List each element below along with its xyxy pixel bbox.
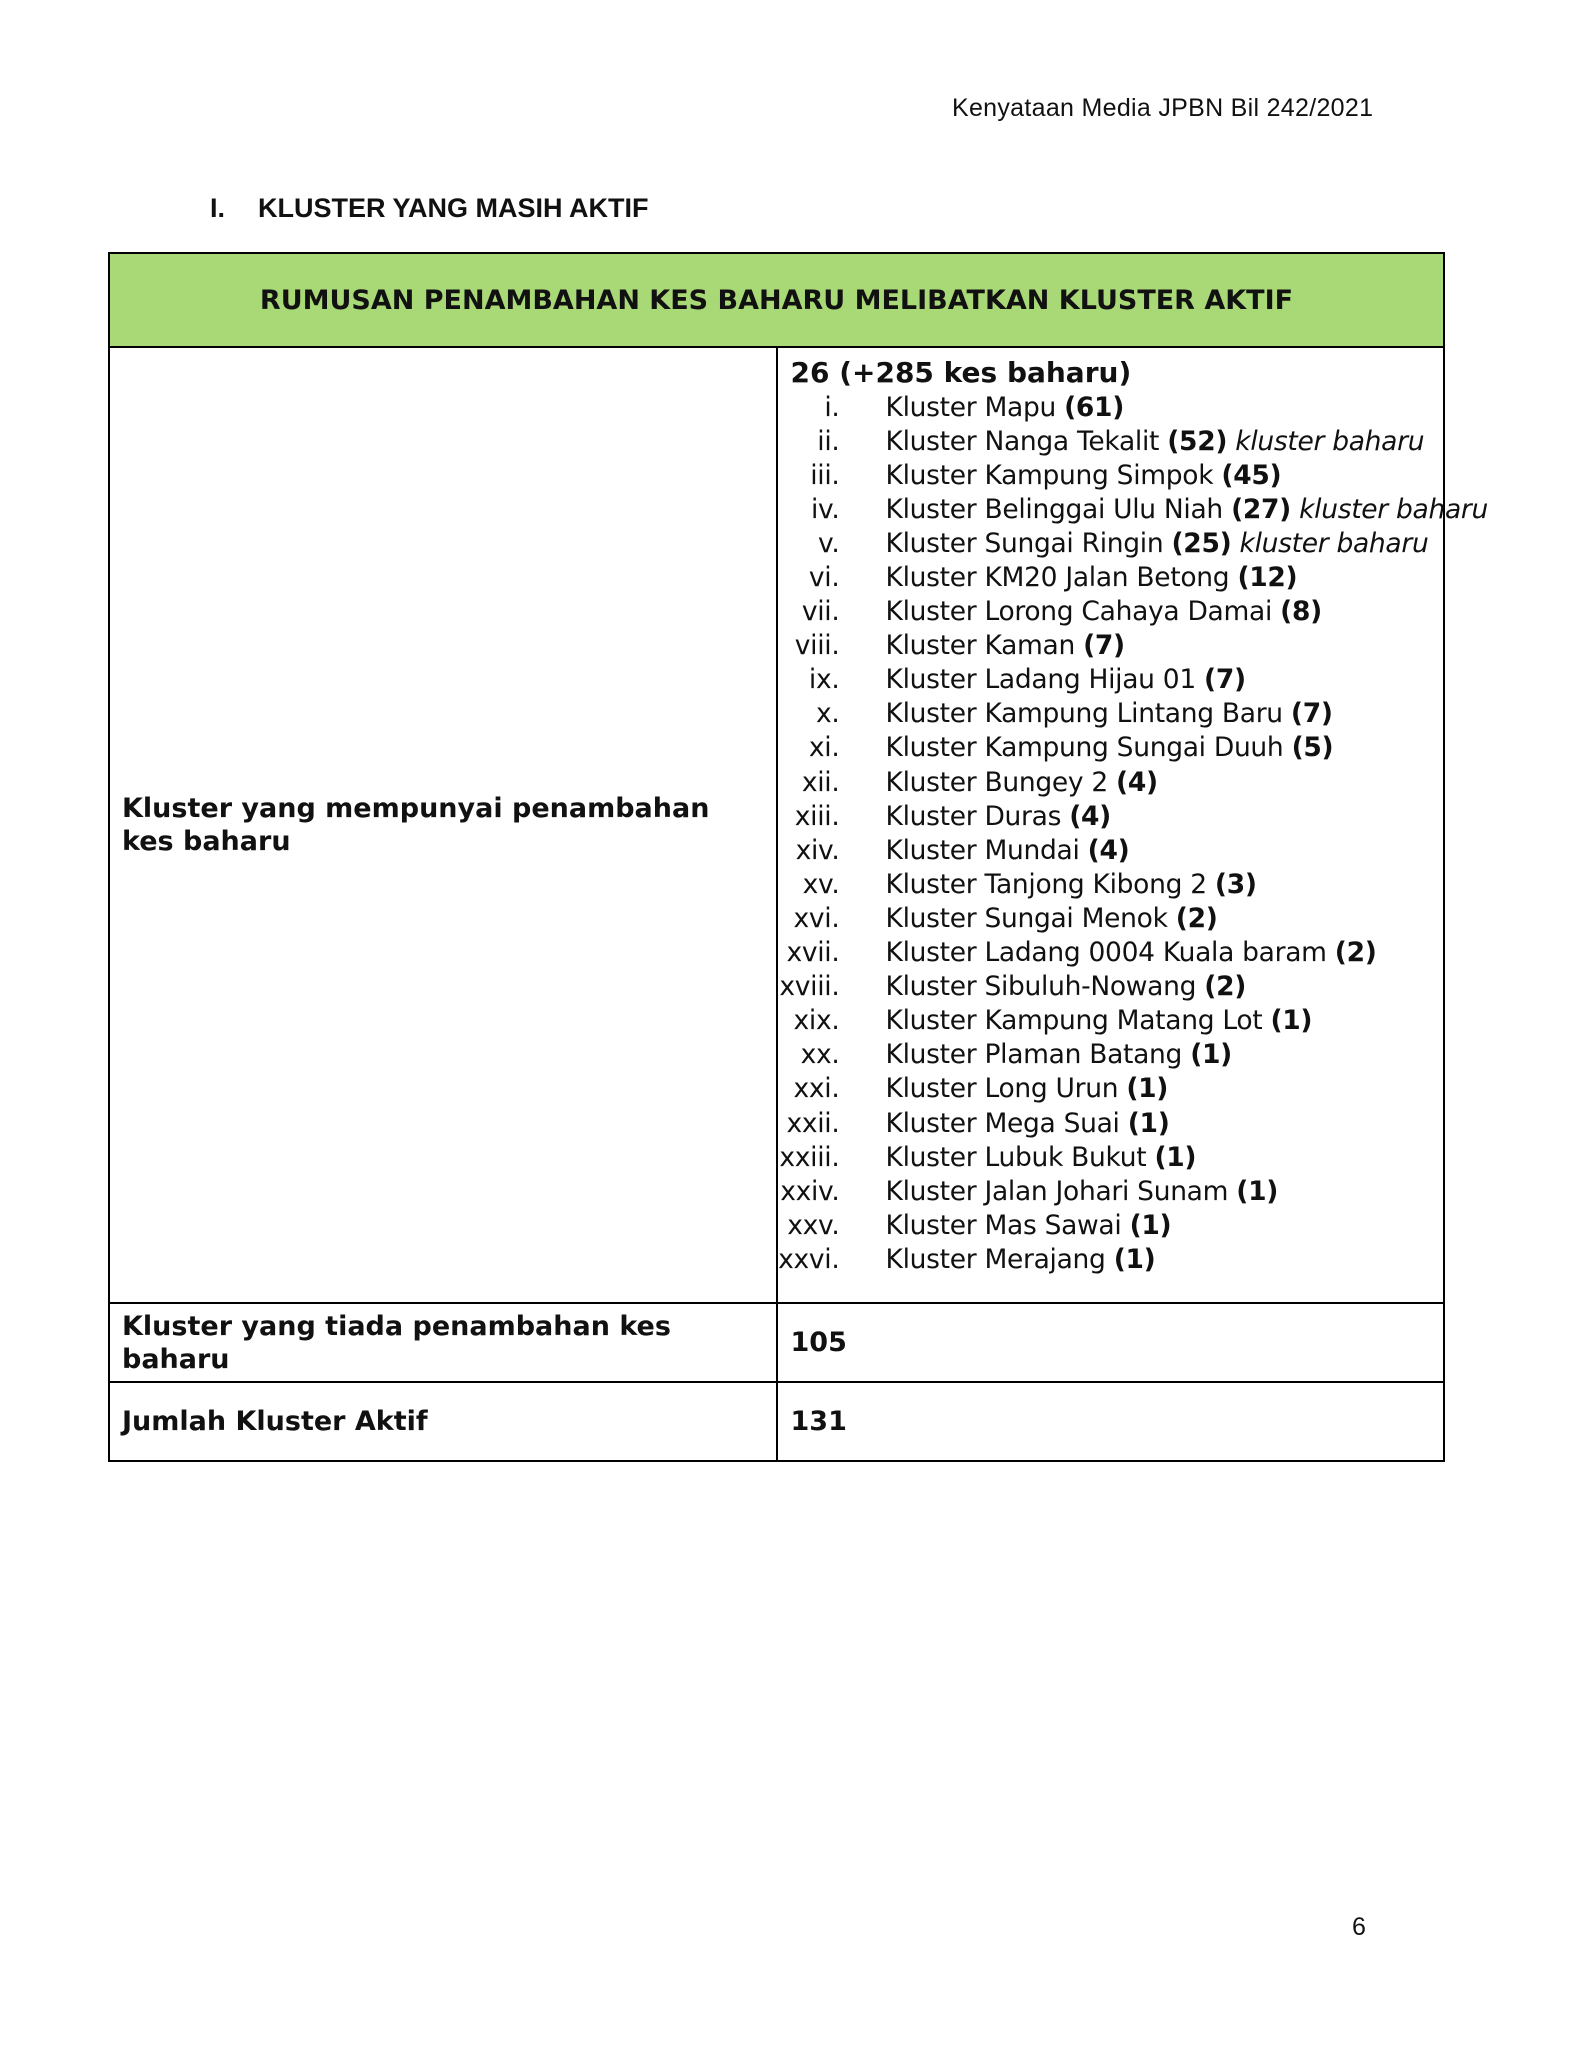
cluster-entry <box>886 494 1489 525</box>
list-item <box>791 560 1444 594</box>
cluster-number: xxv. <box>787 1209 840 1241</box>
cluster-case-count: (7) <box>1083 630 1125 662</box>
cluster-case-count: (2) <box>1204 971 1247 1003</box>
cluster-name: Kluster Kampung Simpok <box>885 459 1214 491</box>
cluster-entry <box>886 767 1158 798</box>
list-item <box>791 458 1444 492</box>
list-item <box>779 1140 1444 1174</box>
new-cluster-tag: kluster baharu <box>1239 527 1429 559</box>
cluster-case-count: (1) <box>1154 1141 1197 1173</box>
cluster-number: xxiii. <box>779 1141 840 1173</box>
list-item <box>779 970 1444 1004</box>
list-item <box>791 799 1444 833</box>
cluster-entry <box>886 1005 1313 1036</box>
cluster-number: xv. <box>802 868 840 900</box>
row-value-total-active: 131 <box>777 1382 1445 1461</box>
cluster-number: xvii. <box>786 937 840 969</box>
cluster-case-count: (45) <box>1221 459 1282 491</box>
cluster-entry <box>886 903 1218 934</box>
cluster-case-count: (4) <box>1116 766 1158 798</box>
cluster-entry <box>886 664 1246 695</box>
new-cluster-tag: kluster baharu <box>1299 493 1489 525</box>
cluster-number: vii. <box>801 596 840 628</box>
list-item <box>791 526 1444 560</box>
document-reference: Kenyataan Media JPBN Bil 242/2021 <box>952 94 1374 122</box>
cluster-entry <box>886 698 1333 729</box>
list-item <box>786 1106 1444 1140</box>
cluster-case-count: (4) <box>1087 834 1130 866</box>
cluster-name: Kluster Duras <box>885 800 1062 832</box>
cluster-case-count: (1) <box>1190 1039 1232 1071</box>
cluster-entry <box>886 1176 1279 1207</box>
list-item <box>791 663 1444 697</box>
cluster-name: Kluster Long Urun <box>885 1073 1119 1105</box>
list-item <box>791 1004 1444 1038</box>
list-item <box>787 1208 1444 1242</box>
row-value-new-cases <box>777 347 1489 1303</box>
cluster-number: xxi. <box>793 1073 840 1105</box>
cluster-case-count: (1) <box>1126 1073 1169 1105</box>
list-item <box>791 1072 1444 1106</box>
cluster-entry <box>886 562 1298 593</box>
cluster-name: Kluster Bungey 2 <box>885 766 1108 798</box>
cluster-case-count: (1) <box>1127 1107 1170 1139</box>
cluster-case-count: (27) <box>1231 493 1291 525</box>
cluster-case-count: (1) <box>1129 1209 1172 1241</box>
cluster-entry <box>886 1108 1170 1139</box>
table-row-total-active <box>109 1382 1444 1461</box>
list-item <box>780 1174 1444 1208</box>
cluster-number: xx. <box>800 1039 840 1071</box>
cluster-entry <box>886 1142 1197 1173</box>
cluster-name: Kluster Merajang <box>885 1243 1106 1275</box>
list-item <box>791 731 1444 765</box>
list-item <box>778 1242 1444 1276</box>
cluster-case-count: (12) <box>1237 562 1298 594</box>
cluster-number: ii. <box>817 425 840 457</box>
list-item <box>791 595 1444 629</box>
new-cluster-tag: kluster baharu <box>1235 425 1425 457</box>
list-item <box>791 390 1444 424</box>
cluster-entry <box>886 1039 1232 1070</box>
cluster-entry <box>886 1210 1172 1241</box>
table-header-row <box>109 253 1444 347</box>
cluster-entry <box>886 835 1130 866</box>
row-label-total-active: Jumlah Kluster Aktif <box>109 1382 777 1461</box>
cluster-case-count: (1) <box>1113 1243 1156 1275</box>
cluster-name: Kluster Ladang 0004 Kuala baram <box>885 937 1327 969</box>
row-value-no-new-cases: 105 <box>777 1303 1445 1382</box>
row-label-no-new-cases: Kluster yang tiada penambahan kes baharu <box>109 1303 777 1382</box>
cluster-number: xi. <box>808 732 840 764</box>
cluster-name: Kluster Nanga Tekalit <box>885 425 1160 457</box>
cluster-name: Kluster Plaman Batang <box>885 1039 1183 1071</box>
cluster-entry <box>886 971 1247 1002</box>
cluster-name: Kluster Lubuk Bukut <box>885 1141 1147 1173</box>
cluster-number: xix. <box>793 1005 840 1037</box>
cluster-name: Kluster Sungai Ringin <box>885 527 1164 559</box>
cluster-case-count: (1) <box>1270 1005 1313 1037</box>
cluster-name: Kluster Kampung Lintang Baru <box>885 698 1283 730</box>
cluster-name: Kluster Mega Suai <box>885 1107 1120 1139</box>
list-item <box>791 492 1489 526</box>
cluster-number: xxiv. <box>780 1175 840 1207</box>
cluster-number: xiii. <box>794 800 840 832</box>
cluster-entry <box>886 732 1334 763</box>
active-cluster-summary-table <box>108 252 1489 1462</box>
cluster-entry <box>886 801 1112 832</box>
cluster-entry <box>886 528 1429 559</box>
cluster-name: Kluster Kaman <box>885 630 1075 662</box>
list-item <box>791 901 1444 935</box>
cluster-name: Kluster Sibuluh-Nowang <box>885 971 1197 1003</box>
cluster-case-count: (52) <box>1167 425 1228 457</box>
cluster-name: Kluster Ladang Hijau 01 <box>885 664 1196 696</box>
cluster-number: iv. <box>810 493 840 525</box>
cluster-entry <box>886 630 1125 661</box>
cluster-number: viii. <box>794 630 840 662</box>
section-number: I. <box>210 193 226 223</box>
cluster-name: Kluster Lorong Cahaya Damai <box>885 596 1273 628</box>
cluster-entry <box>886 460 1282 491</box>
list-item <box>791 697 1444 731</box>
cluster-number: xii. <box>801 766 840 798</box>
cluster-number: vi. <box>808 562 840 594</box>
cluster-case-count: (7) <box>1290 698 1333 730</box>
section-title: KLUSTER YANG MASIH AKTIF <box>258 193 649 223</box>
cluster-name: Kluster KM20 Jalan Betong <box>885 562 1230 594</box>
cluster-entry <box>886 1073 1169 1104</box>
section-heading <box>210 193 649 224</box>
cluster-case-count: (1) <box>1236 1175 1279 1207</box>
cluster-case-count: (61) <box>1064 391 1125 423</box>
cluster-entry <box>886 869 1257 900</box>
list-item <box>791 424 1444 458</box>
cluster-number: xxvi. <box>778 1243 840 1275</box>
cluster-entry <box>886 426 1425 457</box>
cluster-case-count: (8) <box>1280 596 1322 628</box>
cluster-case-count: (5) <box>1291 732 1334 764</box>
cluster-name: Kluster Mas Sawai <box>885 1209 1122 1241</box>
cluster-list <box>778 390 1489 1276</box>
list-item <box>791 833 1444 867</box>
cluster-entry <box>886 937 1377 968</box>
cluster-name: Kluster Kampung Matang Lot <box>885 1005 1263 1037</box>
cluster-name: Kluster Sungai Menok <box>885 902 1168 934</box>
cluster-number: v. <box>818 527 840 559</box>
page-number: 6 <box>1352 1913 1366 1941</box>
table-header: RUMUSAN PENAMBAHAN KES BAHARU MELIBATKAN KLUSTER AKTIF <box>109 253 1444 347</box>
cluster-number: xviii. <box>779 971 840 1003</box>
cluster-name: Kluster Kampung Sungai Duuh <box>885 732 1284 764</box>
cluster-entry <box>886 596 1322 627</box>
new-case-cluster-total: 26 (+285 kes baharu) <box>790 356 1132 389</box>
cluster-number: iii. <box>810 459 840 491</box>
cluster-case-count: (7) <box>1204 664 1246 696</box>
list-item <box>791 867 1444 901</box>
cluster-number: xvi. <box>793 902 840 934</box>
cluster-number: x. <box>815 698 840 730</box>
table-row-no-new-cases <box>109 1303 1444 1382</box>
table-row-new-cases <box>109 347 1444 1303</box>
list-item <box>786 936 1444 970</box>
row-label-new-cases: Kluster yang mempunyai penambahan kes baharu <box>109 347 777 1303</box>
cluster-name: Kluster Mapu <box>885 391 1056 423</box>
cluster-case-count: (2) <box>1175 902 1218 934</box>
cluster-entry <box>886 1244 1156 1275</box>
cluster-name: Kluster Belinggai Ulu Niah <box>885 493 1223 525</box>
cluster-name: Kluster Mundai <box>885 834 1080 866</box>
cluster-number: xxii. <box>786 1107 840 1139</box>
cluster-entry <box>886 392 1125 423</box>
cluster-number: xiv. <box>795 834 840 866</box>
list-item <box>791 1038 1444 1072</box>
cluster-name: Kluster Jalan Johari Sunam <box>885 1175 1229 1207</box>
cluster-name: Kluster Tanjong Kibong 2 <box>885 868 1207 900</box>
cluster-number: ix. <box>808 664 840 696</box>
cluster-case-count: (25) <box>1171 527 1232 559</box>
cluster-case-count: (2) <box>1334 937 1377 969</box>
list-item <box>791 765 1444 799</box>
list-item <box>791 629 1444 663</box>
cluster-case-count: (4) <box>1069 800 1111 832</box>
cluster-number: i. <box>824 391 840 423</box>
cluster-case-count: (3) <box>1214 868 1257 900</box>
